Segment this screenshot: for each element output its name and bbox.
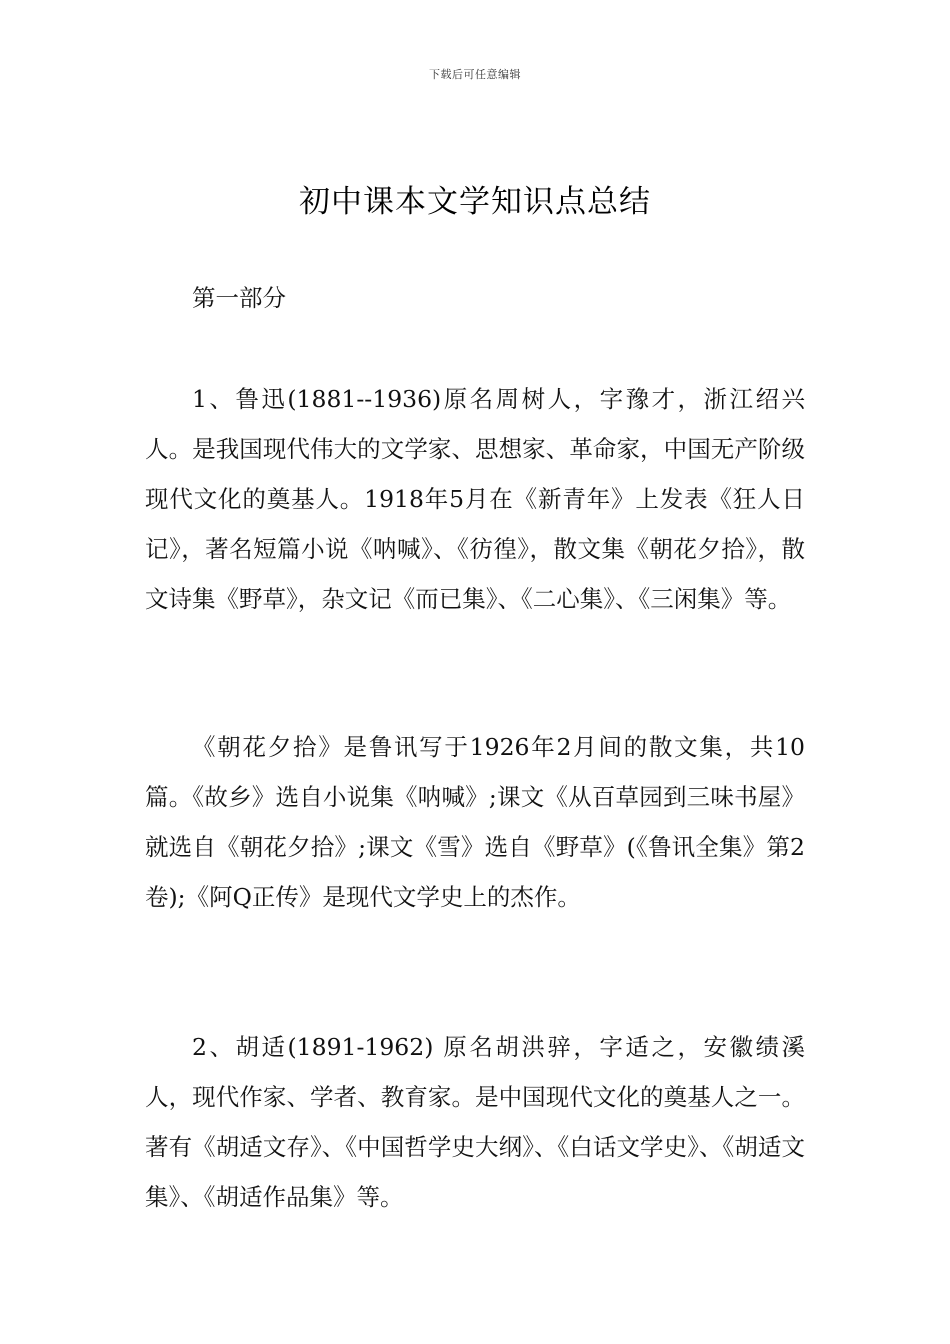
document-title: 初中课本文学知识点总结 <box>299 184 651 220</box>
paragraph-lu-xun: 1、鲁迅(1881--1936)原名周树人，字豫才，浙江绍兴人。是我国现代伟大的文学家、思想家、革命家，中国无产阶级现代文化的奠基人。1918年5月在《新青年》上发表《狂人日记》，著名短篇小说《呐喊》、《彷徨》，散文集《朝花夕拾》，散文诗集《野草》，杂文记《而已集》、《二心集》、《三闲集》等。 <box>145 385 805 613</box>
paragraph-zhaohua-xishi: 《朝花夕拾》是鲁讯写于1926年2月间的散文集，共10篇。《故乡》选自小说集《呐喊》;课文《从百草园到三味书屋》就选自《朝花夕拾》;课文《雪》选自《野草》(《鲁讯全集》第2卷);《阿Q正传》是现代文学史上的杰作。 <box>145 733 805 911</box>
section-heading: 第一部分 <box>192 284 286 312</box>
paragraph-hu-shi: 2、胡适(1891-1962) 原名胡洪骍，字适之，安徽绩溪人，现代作家、学者、教育家。是中国现代文化的奠基人之一。著有《胡适文存》、《中国哲学史大纲》、《白话文学史》、《胡适文集》、《胡适作品集》等。 <box>145 1033 805 1211</box>
page-header-note: 下载后可任意编辑 <box>429 68 521 81</box>
